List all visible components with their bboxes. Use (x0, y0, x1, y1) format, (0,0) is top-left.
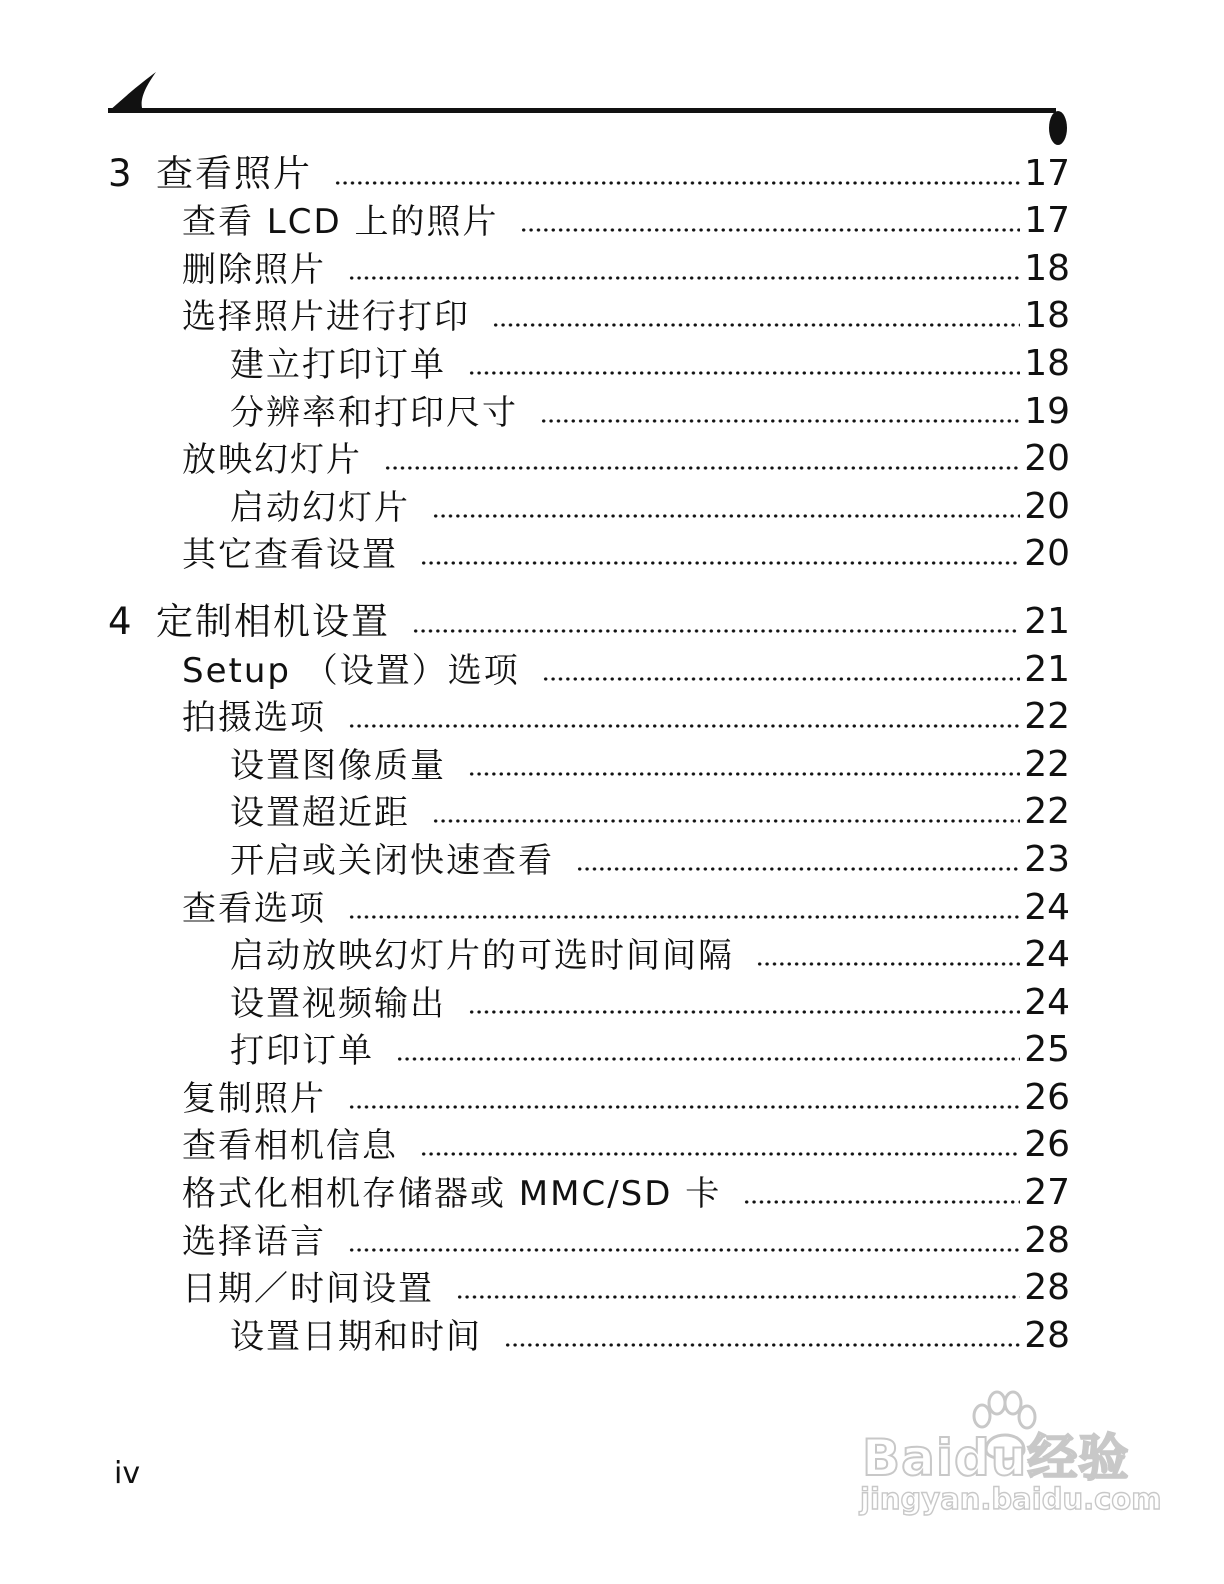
toc-entry-title: 选择语言 (182, 1221, 326, 1262)
toc-entry[interactable] (108, 878, 1070, 929)
toc-entry-page: 18 (1024, 342, 1070, 384)
dot-leader (334, 181, 1020, 185)
dot-leader (520, 228, 1020, 232)
dot-leader (540, 419, 1020, 423)
dot-leader (743, 1200, 1020, 1204)
toc-entry-page: 27 (1024, 1172, 1070, 1214)
toc-entry[interactable] (108, 1068, 1070, 1119)
toc-chapter-heading[interactable] (108, 592, 1070, 643)
toc-entry-page: 19 (1024, 390, 1070, 432)
toc-entry[interactable] (108, 1211, 1070, 1262)
toc-entry[interactable] (108, 239, 1070, 290)
dot-leader (384, 466, 1020, 470)
toc-entry-page: 20 (1024, 533, 1070, 575)
toc-entry-page: 26 (1024, 1124, 1070, 1166)
dot-leader (456, 1295, 1020, 1299)
header-rule (0, 0, 1224, 160)
toc-entry[interactable] (108, 1163, 1070, 1215)
toc-entry-page: 17 (1024, 152, 1070, 194)
dot-leader (432, 819, 1020, 823)
toc-entry[interactable] (108, 973, 1070, 1024)
toc-entry-title: 设置日期和时间 (230, 1316, 482, 1357)
dot-leader (756, 962, 1020, 966)
header-rule-right-dot (1049, 111, 1067, 145)
dot-leader (542, 677, 1020, 681)
toc-entry[interactable] (108, 735, 1070, 786)
toc-entry-title: 启动放映幻灯片的可选时间间隔 (230, 936, 734, 977)
toc-entry[interactable] (108, 830, 1070, 881)
toc-entry-title: 放映幻灯片 (182, 440, 362, 481)
toc-entry-page: 28 (1024, 1219, 1070, 1261)
toc-entry-page: 20 (1024, 485, 1070, 527)
dot-leader (348, 1105, 1020, 1109)
dot-leader (412, 629, 1020, 633)
dot-leader (468, 1010, 1020, 1014)
dot-leader (504, 1343, 1020, 1347)
toc-entry-title: 其它查看设置 (182, 535, 398, 576)
chapter-4 (108, 592, 1070, 1357)
toc-entry-page: 21 (1024, 600, 1070, 642)
toc-entry-page: 24 (1024, 981, 1070, 1023)
toc-entry-page: 22 (1024, 791, 1070, 833)
dot-leader (432, 514, 1020, 518)
toc-entry-title: 查看相机信息 (182, 1126, 398, 1167)
toc-entry-title: 日期／时间设置 (182, 1269, 434, 1310)
toc-entry-title: Setup （设置）选项 (182, 650, 520, 691)
dot-leader (348, 276, 1020, 280)
chapter-number: 4 (108, 599, 132, 643)
toc-entry-page: 22 (1024, 743, 1070, 785)
watermark (860, 1390, 1162, 1530)
toc-entry-page: 20 (1024, 438, 1070, 480)
toc-entry-title: 复制照片 (182, 1078, 326, 1119)
toc-entry[interactable] (108, 1021, 1070, 1072)
toc-entry-title: 打印订单 (230, 1031, 374, 1072)
toc-entry-title: 查看照片 (156, 151, 312, 195)
page-number: iv (114, 1456, 141, 1491)
toc-entry-page: 18 (1024, 295, 1070, 337)
header-rule-line (108, 108, 1056, 113)
toc-entry-title: 定制相机设置 (156, 599, 390, 643)
toc-entry-page: 24 (1024, 886, 1070, 928)
toc-entry-title: 选择照片进行打印 (182, 297, 470, 338)
dot-leader (576, 867, 1020, 871)
toc-entry[interactable] (108, 1259, 1070, 1310)
toc-entry[interactable] (108, 1116, 1070, 1167)
dot-leader (492, 323, 1020, 327)
toc-entry-page: 28 (1024, 1314, 1070, 1356)
watermark-brand: Baidu经验 (862, 1429, 1130, 1487)
toc-chapter-heading[interactable] (108, 144, 1070, 195)
toc-entry[interactable] (108, 640, 1070, 691)
toc-entry-page: 26 (1024, 1076, 1070, 1118)
dot-leader (468, 772, 1020, 776)
toc-entry-page: 24 (1024, 934, 1070, 976)
toc-entry[interactable] (108, 334, 1070, 385)
toc-entry[interactable] (108, 783, 1070, 834)
dot-leader (348, 915, 1020, 919)
toc-entry-title: 查看 LCD 上的照片 (182, 202, 499, 243)
dot-leader (420, 561, 1020, 565)
dot-leader (468, 371, 1020, 375)
toc-entry[interactable] (108, 192, 1070, 243)
toc-entry-page: 17 (1024, 200, 1070, 242)
toc-entry-title: 设置超近距 (230, 793, 410, 834)
toc-entry-title: 设置视频输出 (230, 983, 446, 1024)
chapter-3 (108, 144, 1070, 576)
table-of-contents (108, 144, 1070, 1374)
toc-entry-title: 设置图像质量 (230, 745, 446, 786)
toc-entry-page: 25 (1024, 1029, 1070, 1071)
toc-entry[interactable] (108, 525, 1070, 576)
toc-entry-title: 拍摄选项 (182, 698, 326, 739)
toc-entry[interactable] (108, 1306, 1070, 1357)
toc-entry-page: 21 (1024, 648, 1070, 690)
header-rule-left-curl (108, 72, 156, 112)
chapter-number: 3 (108, 151, 132, 195)
toc-entry-title: 开启或关闭快速查看 (230, 840, 554, 881)
dot-leader (420, 1152, 1020, 1156)
toc-entry[interactable] (108, 477, 1070, 528)
dot-leader (396, 1057, 1020, 1061)
toc-entry-page: 28 (1024, 1267, 1070, 1309)
toc-entry-page: 18 (1024, 247, 1070, 289)
dot-leader (348, 1248, 1020, 1252)
watermark-url: jingyan.baidu.com (860, 1482, 1162, 1516)
toc-entry-title: 启动幻灯片 (230, 487, 410, 528)
toc-entry-title: 格式化相机存储器或 MMC/SD 卡 (182, 1174, 722, 1215)
toc-entry-title: 分辨率和打印尺寸 (230, 392, 518, 433)
toc-entry[interactable] (108, 430, 1070, 481)
toc-entry-title: 删除照片 (182, 249, 326, 290)
toc-entry-title: 建立打印订单 (230, 344, 446, 385)
toc-entry[interactable] (108, 926, 1070, 977)
toc-entry-title: 查看选项 (182, 888, 326, 929)
dot-leader (348, 724, 1020, 728)
toc-entry[interactable] (108, 382, 1070, 433)
toc-entry-page: 22 (1024, 696, 1070, 738)
toc-entry[interactable] (108, 287, 1070, 338)
toc-entry[interactable] (108, 688, 1070, 739)
toc-entry-page: 23 (1024, 838, 1070, 880)
